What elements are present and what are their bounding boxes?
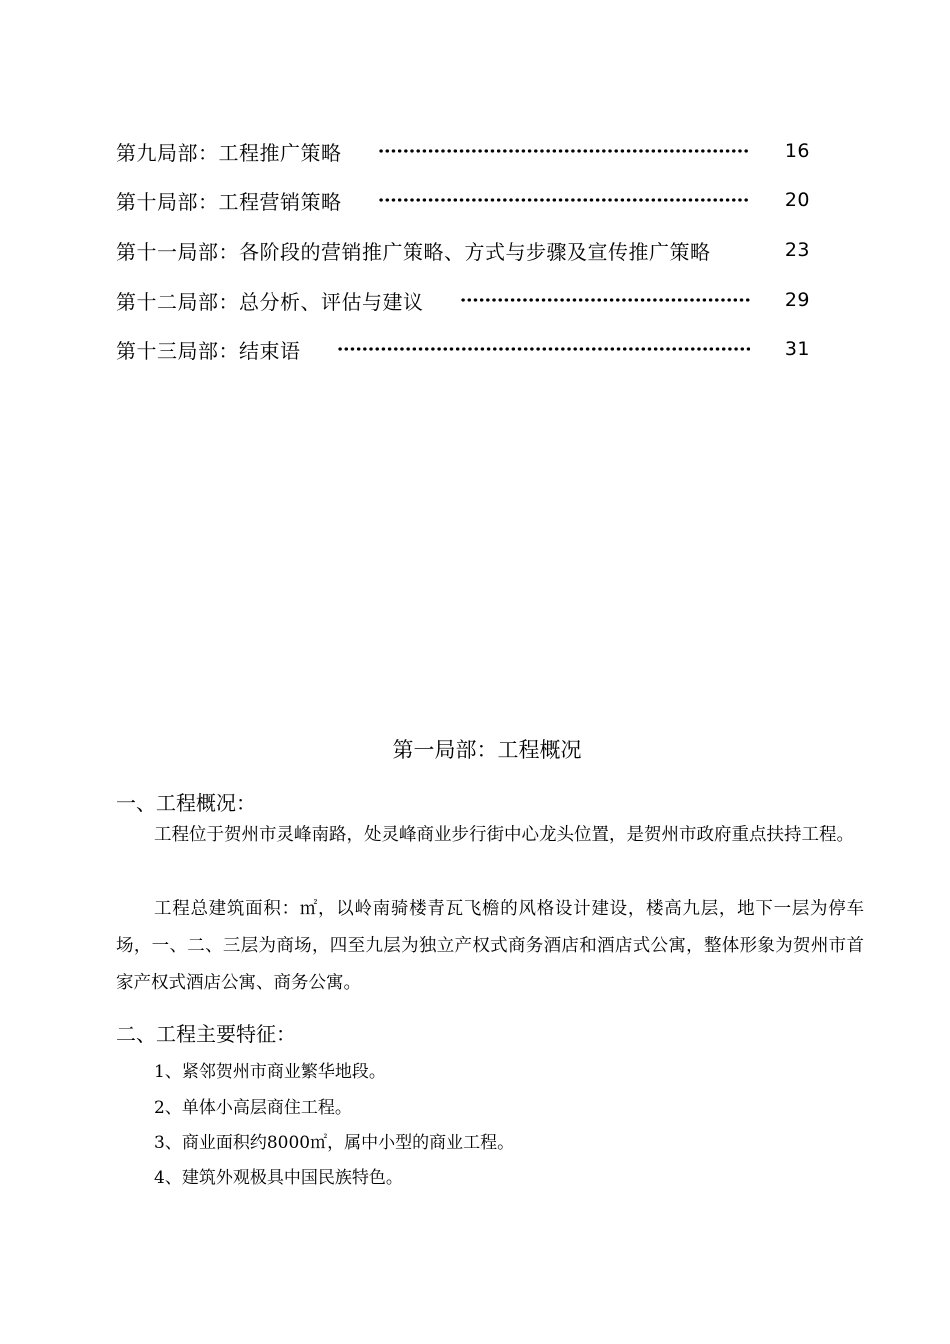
toc-entry-title: 第十局部：工程营销策略 bbox=[116, 189, 342, 214]
toc-entry[interactable] bbox=[116, 134, 810, 168]
toc-leader-spacer bbox=[711, 248, 785, 252]
toc-leader-dots bbox=[460, 298, 751, 302]
toc-entry-page: 23 bbox=[784, 239, 810, 261]
toc-entry[interactable] bbox=[116, 183, 810, 217]
toc-entry-title: 第九局部：工程推广策略 bbox=[116, 140, 342, 165]
feature-item: 3、商业面积约8000㎡，属中小型的商业工程。 bbox=[154, 1133, 515, 1153]
toc-entry-page: 29 bbox=[784, 289, 810, 311]
toc-entry[interactable] bbox=[116, 233, 810, 267]
toc-entry-title: 第十三局部：结束语 bbox=[116, 338, 301, 363]
toc-leader-dots bbox=[378, 149, 751, 153]
feature-item: 4、建筑外观极具中国民族特色。 bbox=[154, 1168, 403, 1188]
toc-entry-title: 第十二局部：总分析、评估与建议 bbox=[116, 289, 424, 314]
toc-leader-dots bbox=[378, 198, 751, 202]
feature-item: 1、紧邻贺州市商业繁华地段。 bbox=[154, 1062, 386, 1082]
heading-overview: 一、工程概况： bbox=[116, 791, 256, 815]
toc-entry[interactable] bbox=[116, 332, 810, 366]
paragraph-location: 工程位于贺州市灵峰南路，处灵峰商业步行街中心龙头位置，是贺州市政府重点扶持工程。 bbox=[154, 825, 854, 845]
toc-leader-dots bbox=[337, 347, 751, 351]
heading-features: 二、工程主要特征： bbox=[116, 1022, 296, 1046]
toc-entry[interactable] bbox=[116, 283, 810, 317]
paragraph-area: 工程总建筑面积：㎡，以岭南骑楼青瓦飞檐的风格设计建设，楼高九层，地下一层为停车场，一、二、三层为商场，四至九层为独立产权式商务酒店和酒店式公寓，整体形象为贺州市首家产权式酒店公寓、商务公寓。 bbox=[116, 899, 864, 993]
toc-entry-page: 31 bbox=[784, 338, 810, 360]
toc-entry-title: 第十一局部：各阶段的营销推广策略、方式与步骤及宣传推广策略 bbox=[116, 239, 711, 264]
feature-item: 2、单体小高层商住工程。 bbox=[154, 1098, 352, 1118]
section-title: 第一局部：工程概况 bbox=[392, 738, 582, 762]
toc-entry-page: 20 bbox=[784, 189, 810, 211]
toc-entry-page: 16 bbox=[784, 140, 810, 162]
